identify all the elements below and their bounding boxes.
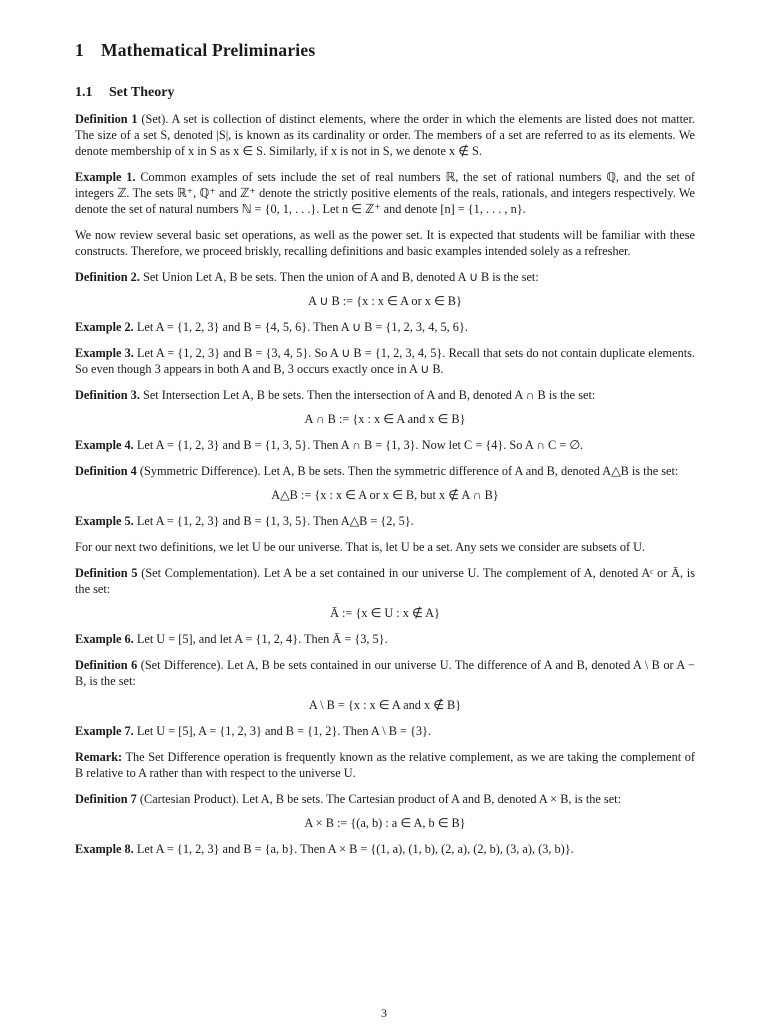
document-page <box>75 40 695 867</box>
block-label: Definition 6 <box>75 658 138 672</box>
subsection-title: Set Theory <box>109 85 175 100</box>
block-text: Let A = {1, 2, 3} and B = {1, 3, 5}. Then A ∩ B = {1, 3}. Now let C = {4}. So A ∩ C = ∅. <box>136 438 584 452</box>
block-label: Example 1. <box>75 170 136 184</box>
subsection-number: 1.1 <box>75 85 93 100</box>
block-label: Example 4. <box>75 438 134 452</box>
block-label: Definition 5 <box>75 566 138 580</box>
block-text: The Set Difference operation is frequently known as the relative complement, as we are taking the complement of B relative to A rather than with respect to the universe U. <box>75 750 695 780</box>
block-label: Definition 3. <box>75 388 140 402</box>
document-body <box>75 111 695 857</box>
paragraph <box>75 111 695 159</box>
display-equation: Ā := {x ∈ U : x ∉ A} <box>330 606 440 620</box>
block-label: Example 2. <box>75 320 134 334</box>
block-text: (Set Complementation). Let A be a set contained in our universe U. The complement of A, denoted Aᶜ or Ā, is the set: <box>75 566 696 596</box>
paragraph <box>75 269 695 285</box>
block-label: Definition 2. <box>75 270 140 284</box>
paragraph <box>75 387 695 403</box>
subsection-heading <box>75 85 695 101</box>
block-text: Let A = {1, 2, 3} and B = {4, 5, 6}. Then A ∪ B = {1, 2, 3, 4, 5, 6}. <box>136 320 468 334</box>
block-text: Let U = [5], A = {1, 2, 3} and B = {1, 2}. Then A \ B = {3}. <box>136 724 432 738</box>
block-text: Set Union Let A, B be sets. Then the union of A and B, denoted A ∪ B is the set: <box>142 270 539 284</box>
paragraph <box>75 565 695 597</box>
block-label: Definition 7 <box>75 792 137 806</box>
paragraph <box>75 437 695 453</box>
block-text: We now review several basic set operations, as well as the power set. It is expected that students will be familiar with these constructs. Therefore, we proceed briskly, recalling definitions and basic examples intended solely as a refresher. <box>75 228 695 258</box>
paragraph <box>75 841 695 857</box>
block-label: Remark: <box>75 750 123 764</box>
paragraph <box>75 657 695 689</box>
block-text: Common examples of sets include the set of real numbers ℝ, the set of rational numbers ℚ, and the set of integers ℤ. The sets ℝ⁺, ℚ⁺ and ℤ⁺ denote the strictly positive elements of the reals, rationals, and integers respectively. We denote the set of natural numbers ℕ = {0, 1, . . .}. Let n ∈ ℤ⁺ and denote [n] = {1, . . . , n}. <box>75 170 695 216</box>
paragraph <box>75 539 695 555</box>
paragraph <box>75 169 695 217</box>
block-label: Example 8. <box>75 842 134 856</box>
block-label: Example 5. <box>75 514 134 528</box>
paragraph <box>75 463 695 479</box>
paragraph <box>75 227 695 259</box>
display-equation: A△B := {x : x ∈ A or x ∈ B, but x ∉ A ∩ B} <box>271 488 499 502</box>
block-label: Example 7. <box>75 724 134 738</box>
paragraph <box>75 791 695 807</box>
block-text: (Cartesian Product). Let A, B be sets. The Cartesian product of A and B, denoted A × B, is the set: <box>139 792 621 806</box>
block-text: Let U = [5], and let A = {1, 2, 4}. Then Ā = {3, 5}. <box>136 632 388 646</box>
paragraph <box>75 631 695 647</box>
block-label: Definition 1 <box>75 112 138 126</box>
display-equation: A × B := {(a, b) : a ∈ A, b ∈ B} <box>304 816 466 830</box>
section-heading <box>75 40 695 61</box>
display-equation: A ∪ B := {x : x ∈ A or x ∈ B} <box>308 294 462 308</box>
block-label: Example 6. <box>75 632 134 646</box>
paragraph <box>75 345 695 377</box>
block-text: For our next two definitions, we let U be our universe. That is, let U be a set. Any sets we consider are subsets of U. <box>75 540 646 554</box>
block-label: Example 3. <box>75 346 134 360</box>
block-text: Let A = {1, 2, 3} and B = {3, 4, 5}. So A ∪ B = {1, 2, 3, 4, 5}. Recall that sets do not contain duplicate elements. So even though 3 appears in both A and B, 3 occurs exactly once in A ∪ B. <box>75 346 695 376</box>
page-number: 3 <box>381 1006 387 1020</box>
block-text: (Symmetric Difference). Let A, B be sets. Then the symmetric difference of A and B, denoted A△B is the set: <box>139 464 679 478</box>
paragraph <box>75 723 695 739</box>
display-equation: A \ B = {x : x ∈ A and x ∉ B} <box>308 698 462 712</box>
paragraph <box>75 749 695 781</box>
section-number: 1 <box>75 40 84 60</box>
block-label: Definition 4 <box>75 464 137 478</box>
paragraph <box>75 513 695 529</box>
display-equation: A ∩ B := {x : x ∈ A and x ∈ B} <box>304 412 466 426</box>
section-title: Mathematical Preliminaries <box>101 40 316 60</box>
paragraph <box>75 319 695 335</box>
block-text: Let A = {1, 2, 3} and B = {a, b}. Then A × B = {(1, a), (1, b), (2, a), (2, b), (3, a), (3, b)}. <box>136 842 574 856</box>
block-text: Let A = {1, 2, 3} and B = {1, 3, 5}. Then A△B = {2, 5}. <box>136 514 414 528</box>
block-text: (Set Difference). Let A, B be sets contained in our universe U. The difference of A and B, denoted A \ B or A − B, is the set: <box>75 658 695 688</box>
block-text: (Set). A set is collection of distinct elements, where the order in which the elements are listed does not matter. The size of a set S, denoted |S|, is known as its cardinality or order. The members of a set are referred to as its elements. We denote membership of x in S as x ∈ S. Similarly, if x is not in S, we denote x ∉ S. <box>75 112 696 158</box>
block-text: Set Intersection Let A, B be sets. Then the intersection of A and B, denoted A ∩ B is the set: <box>142 388 596 402</box>
